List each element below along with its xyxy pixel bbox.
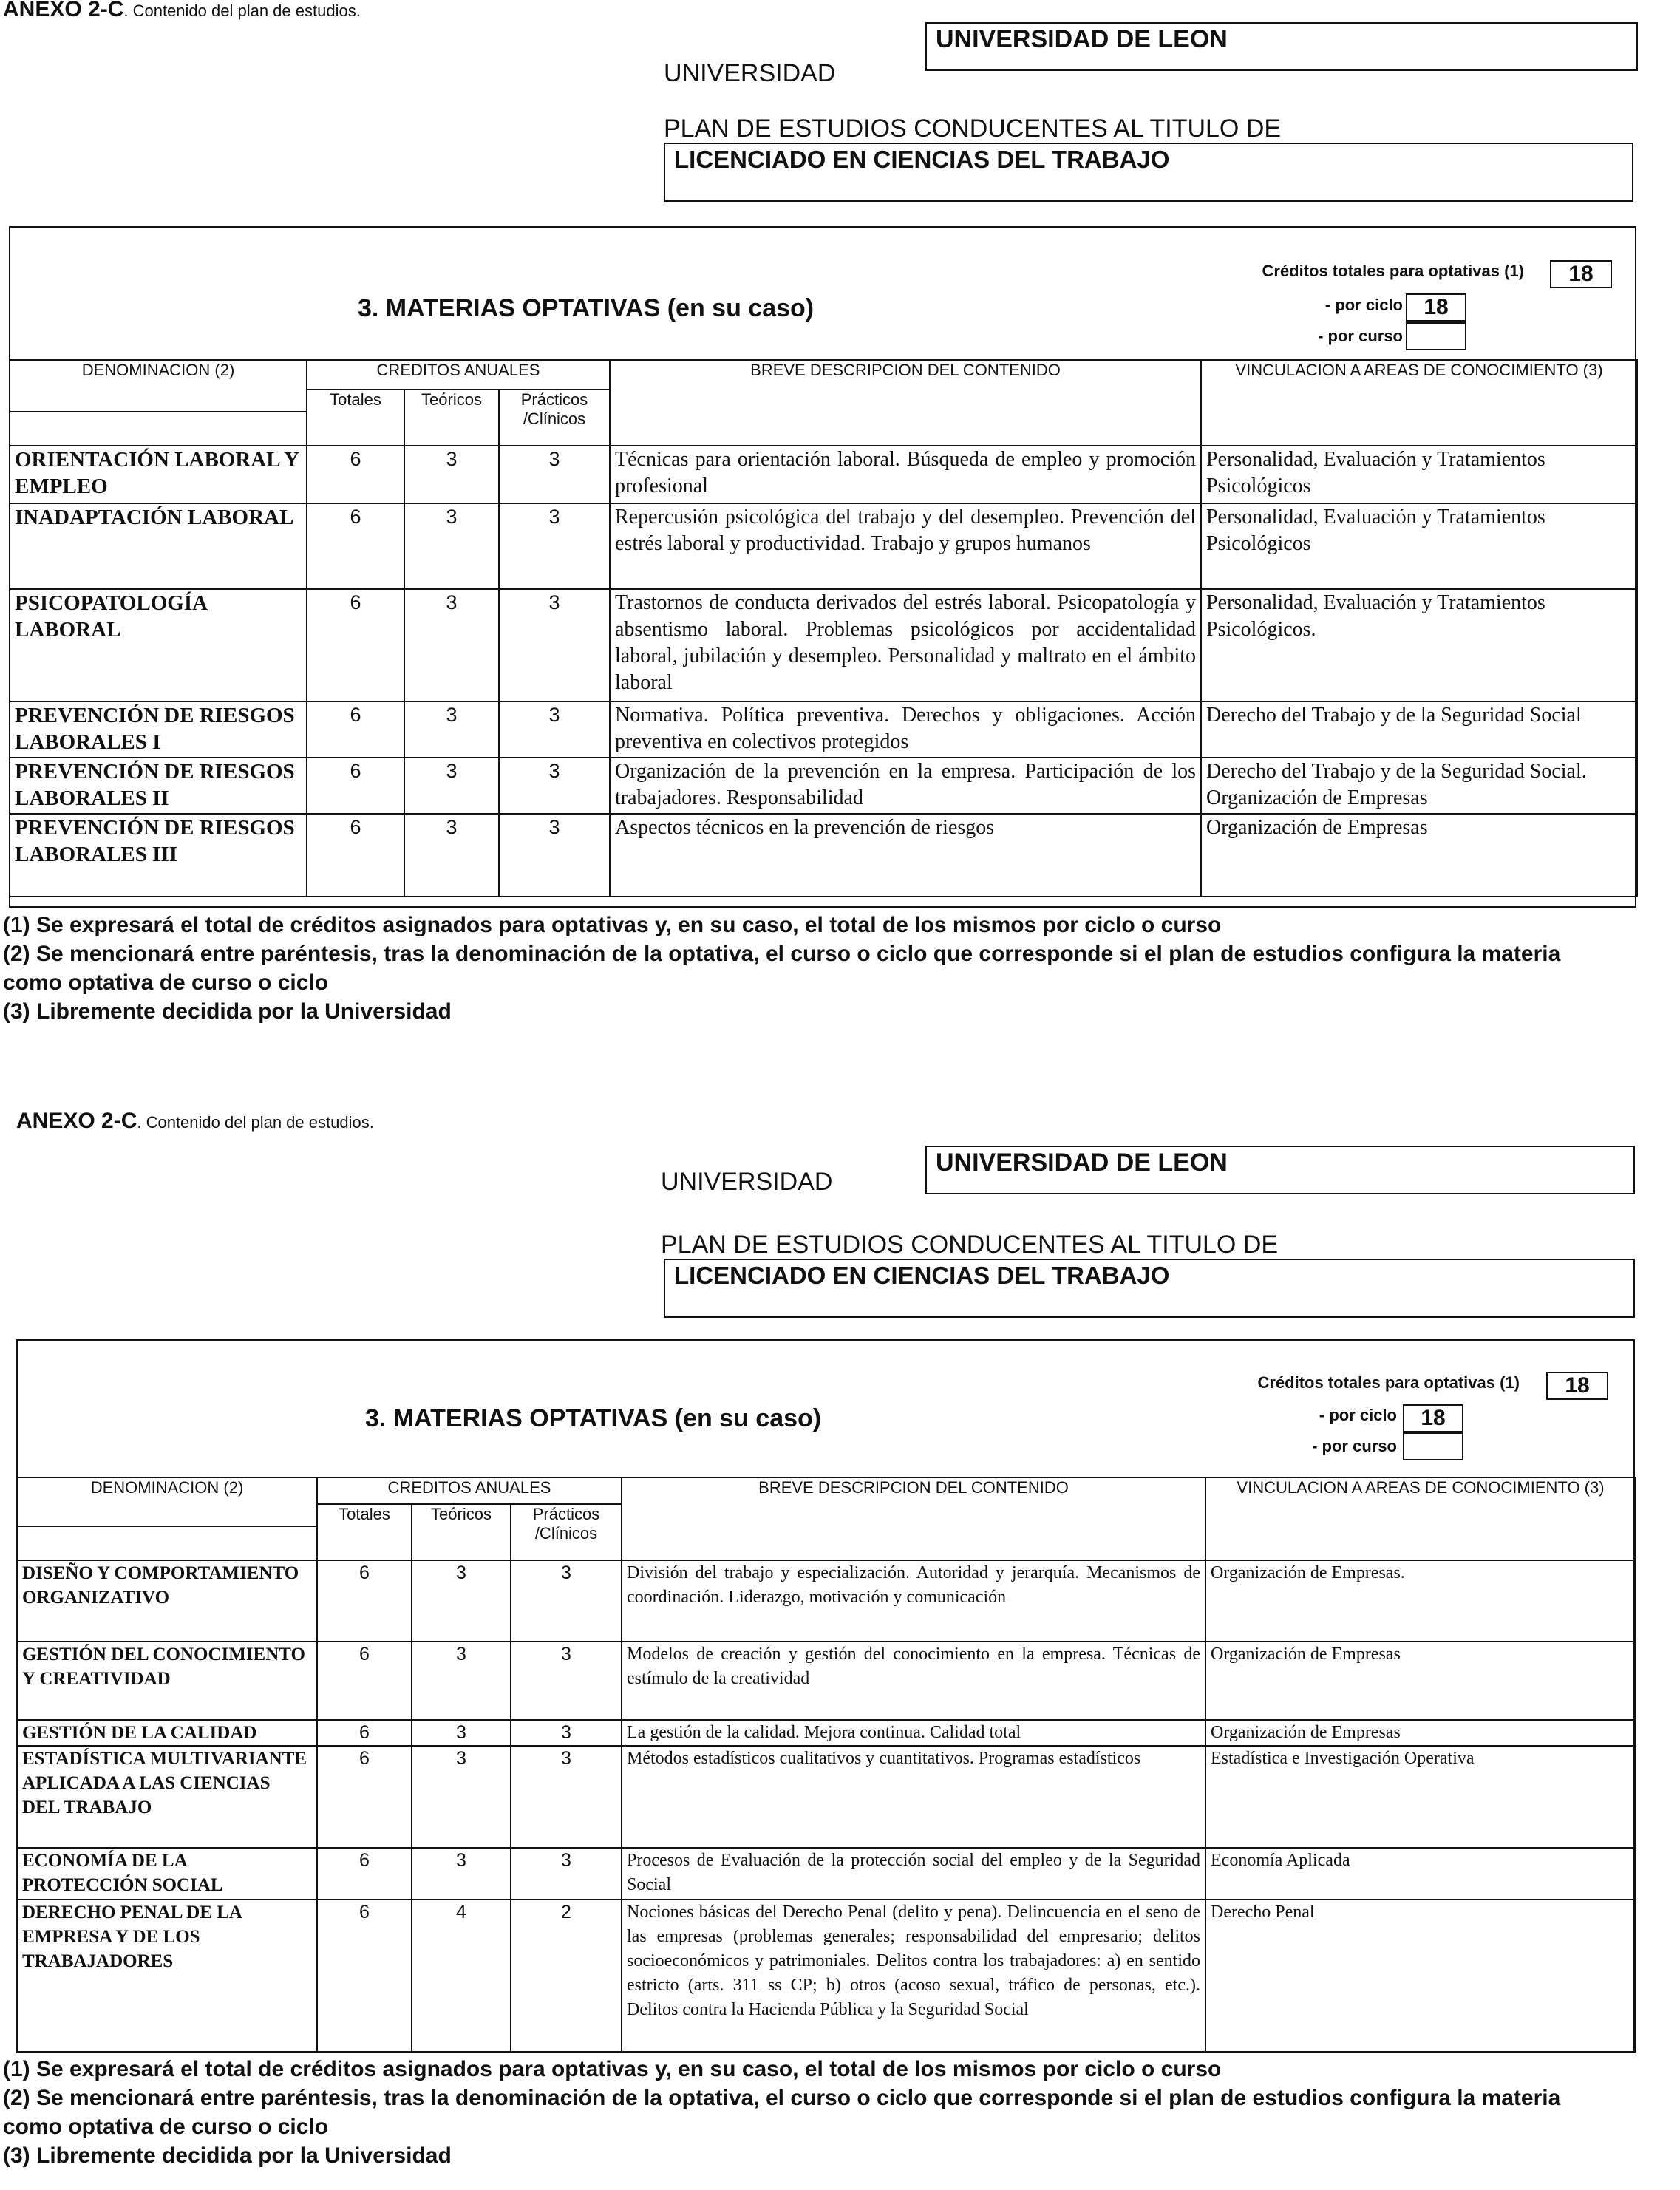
credits-practice: 3 (499, 446, 610, 503)
subject-description: Normativa. Política preventiva. Derechos y obligaciones. Acción preventiva en colectivos protegidos (610, 701, 1201, 758)
table-row (10, 446, 1637, 503)
credits-practice: 3 (511, 1560, 622, 1642)
degree-title-box: LICENCIADO EN CIENCIAS DEL TRABAJO (664, 143, 1633, 202)
subject-description: Trastornos de conducta derivados del estrés laboral. Psicopatología y absentismo laboral. Problemas psicológicos por accidentalidad laboral, jubilación y desempleo. Personalidad y maltrato en el ámbito laboral (610, 589, 1201, 701)
footnote: (3) Libremente decidida por la Universidad (3, 999, 452, 1024)
subject-name: PREVENCIÓN DE RIESGOS LABORALES II (10, 758, 307, 814)
subject-name: PREVENCIÓN DE RIESGOS LABORALES III (10, 814, 307, 897)
header-teoricos: Teóricos (404, 390, 499, 446)
per-cycle-value: 18 (1403, 1404, 1463, 1432)
footnote: (2) Se mencionará entre paréntesis, tras la denominación de la optativa, el curso o ciclo que corresponde si el plan de estudios configura la materia (3, 942, 1561, 966)
credits-practice: 3 (511, 1848, 622, 1900)
subject-area: Economía Aplicada (1205, 1848, 1636, 1900)
credits-total: 6 (307, 814, 404, 897)
subject-area: Organización de Empresas (1205, 1642, 1636, 1720)
per-course-label: - por curso (1312, 1437, 1397, 1455)
credits-practice: 3 (511, 1720, 622, 1746)
credits-practice: 3 (511, 1642, 622, 1720)
credits-theory: 3 (412, 1746, 511, 1848)
footnote: (1) Se expresará el total de créditos asignados para optativas y, en su caso, el total de los mismos por ciclo o curso (3, 2057, 1222, 2081)
footnote: (3) Libremente decidida por la Universidad (3, 2143, 452, 2168)
plan-label: PLAN DE ESTUDIOS CONDUCENTES AL TITULO DE (661, 1231, 1279, 1259)
header-creditos: CREDITOS ANUALES (317, 1477, 622, 1504)
per-course-label: - por curso (1318, 327, 1403, 345)
annex-heading: ANEXO 2-C. Contenido del plan de estudios. (16, 1109, 374, 1133)
table-row (17, 1560, 1636, 1642)
table-row (17, 1642, 1636, 1720)
header-vinculacion: VINCULACION A AREAS DE CONOCIMIENTO (3) (1201, 360, 1637, 446)
header-vinculacion: VINCULACION A AREAS DE CONOCIMIENTO (3) (1205, 1477, 1636, 1560)
credits-theory: 4 (412, 1900, 511, 2052)
university-label: UNIVERSIDAD (661, 1168, 833, 1196)
header-denominacion: DENOMINACION (2) (10, 360, 307, 412)
footnote: como optativa de curso o ciclo (3, 970, 329, 995)
subject-name: GESTIÓN DE LA CALIDAD (17, 1720, 317, 1746)
credits-total-label: Créditos totales para optativas (1) (1257, 1373, 1520, 1392)
subject-description: La gestión de la calidad. Mejora continua. Calidad total (622, 1720, 1205, 1746)
credits-practice: 3 (499, 503, 610, 589)
credits-theory: 3 (404, 758, 499, 814)
credits-theory: 3 (412, 1560, 511, 1642)
per-cycle-label: - por ciclo (1324, 296, 1403, 314)
header-denominacion: DENOMINACION (2) (17, 1477, 317, 1526)
credits-total: 6 (317, 1900, 412, 2052)
subject-area: Personalidad, Evaluación y Tratamientos Psicológicos (1201, 503, 1637, 589)
header-descripcion: BREVE DESCRIPCION DEL CONTENIDO (610, 360, 1201, 446)
subject-name: DISEÑO Y COMPORTAMIENTO ORGANIZATIVO (17, 1560, 317, 1642)
subject-area: Personalidad, Evaluación y Tratamientos Psicológicos (1201, 446, 1637, 503)
subject-name: PREVENCIÓN DE RIESGOS LABORALES I (10, 701, 307, 758)
credits-theory: 3 (404, 814, 499, 897)
credits-theory: 3 (404, 446, 499, 503)
credits-total: 6 (317, 1642, 412, 1720)
table-row (17, 1720, 1636, 1746)
per-cycle-label: - por ciclo (1319, 1406, 1397, 1424)
credits-total-label: Créditos totales para optativas (1) (1262, 262, 1524, 280)
credits-total: 6 (317, 1746, 412, 1848)
credits-practice: 3 (499, 589, 610, 701)
credits-total: 6 (307, 503, 404, 589)
per-cycle-value: 18 (1406, 293, 1466, 322)
footnote: (1) Se expresará el total de créditos asignados para optativas y, en su caso, el total de los mismos por ciclo o curso (3, 913, 1222, 937)
footnotes (3, 911, 1677, 1026)
credits-total: 6 (307, 758, 404, 814)
table-row (17, 1746, 1636, 1848)
subject-name: ESTADÍSTICA MULTIVARIANTE APLICADA A LAS CIENCIAS DEL TRABAJO (17, 1746, 317, 1848)
subject-area: Derecho del Trabajo y de la Seguridad Social. Organización de Empresas (1201, 758, 1637, 814)
subject-name: ECONOMÍA DE LA PROTECCIÓN SOCIAL (17, 1848, 317, 1900)
subject-name: PSICOPATOLOGÍA LABORAL (10, 589, 307, 701)
optativas-table (9, 359, 1638, 897)
subject-area: Derecho Penal (1205, 1900, 1636, 2052)
subject-name: GESTIÓN DEL CONOCIMIENTO Y CREATIVIDAD (17, 1642, 317, 1720)
subject-name: DERECHO PENAL DE LA EMPRESA Y DE LOS TRABAJADORES (17, 1900, 317, 2052)
credits-theory: 3 (412, 1642, 511, 1720)
credits-total: 6 (307, 589, 404, 701)
subject-description: Métodos estadísticos cualitativos y cuantitativos. Programas estadísticos (622, 1746, 1205, 1848)
header-practicos: Prácticos /Clínicos (499, 390, 610, 446)
subject-description: Nociones básicas del Derecho Penal (delito y pena). Delincuencia en el seno de las empresas (problemas generales; responsabilidad del empresario; delitos socioeconómicos y patrimoniales. Delitos contra los trabajadores: a) en sentido estricto (arts. 311 ss CP; b) otros (acoso sexual, tráfico de personas, etc.). Delitos contra la Hacienda Pública y la Seguridad Social (622, 1900, 1205, 2052)
credits-theory: 3 (404, 503, 499, 589)
university-name-box: UNIVERSIDAD DE LEON (925, 22, 1638, 71)
subject-name: ORIENTACIÓN LABORAL Y EMPLEO (10, 446, 307, 503)
credits-practice: 2 (511, 1900, 622, 2052)
table-row (17, 1848, 1636, 1900)
subject-area: Organización de Empresas. (1205, 1560, 1636, 1642)
credits-theory: 3 (404, 589, 499, 701)
subject-area: Organización de Empresas (1205, 1720, 1636, 1746)
table-row (10, 503, 1637, 589)
subject-description: Organización de la prevención en la empresa. Participación de los trabajadores. Responsabilidad (610, 758, 1201, 814)
table-row (10, 589, 1637, 701)
header-teoricos: Teóricos (412, 1504, 511, 1560)
subject-description: Aspectos técnicos en la prevención de riesgos (610, 814, 1201, 897)
header-totales: Totales (317, 1504, 412, 1560)
credits-practice: 3 (499, 701, 610, 758)
credits-practice: 3 (499, 758, 610, 814)
header-spacer (10, 412, 307, 446)
section-title: 3. MATERIAS OPTATIVAS (en su caso) (365, 1404, 822, 1432)
table-row (17, 1900, 1636, 2052)
subject-area: Organización de Empresas (1201, 814, 1637, 897)
table-row (10, 814, 1637, 897)
header-spacer (17, 1526, 317, 1560)
university-label: UNIVERSIDAD (664, 59, 836, 87)
subject-description: Modelos de creación y gestión del conocimiento en la empresa. Técnicas de estímulo de la creatividad (622, 1642, 1205, 1720)
subject-description: Técnicas para orientación laboral. Búsqueda de empleo y promoción profesional (610, 446, 1201, 503)
subject-area: Personalidad, Evaluación y Tratamientos Psicológicos. (1201, 589, 1637, 701)
annex-heading: ANEXO 2-C. Contenido del plan de estudios. (3, 0, 361, 21)
credits-total-value: 18 (1546, 1372, 1608, 1400)
optativas-table (16, 1477, 1636, 2053)
table-row (10, 701, 1637, 758)
credits-total: 6 (307, 701, 404, 758)
subject-description: Procesos de Evaluación de la protección social del empleo y de la Seguridad Social (622, 1848, 1205, 1900)
credits-practice: 3 (499, 814, 610, 897)
plan-label: PLAN DE ESTUDIOS CONDUCENTES AL TITULO DE (664, 115, 1282, 143)
header-practicos: Prácticos /Clínicos (511, 1504, 622, 1560)
header-descripcion: BREVE DESCRIPCION DEL CONTENIDO (622, 1477, 1205, 1560)
section-title: 3. MATERIAS OPTATIVAS (en su caso) (358, 294, 815, 322)
footnotes (3, 2055, 1677, 2170)
subject-description: Repercusión psicológica del trabajo y del desempleo. Prevención del estrés laboral y productividad. Trabajo y grupos humanos (610, 503, 1201, 589)
footnote: como optativa de curso o ciclo (3, 2115, 329, 2139)
credits-total: 6 (307, 446, 404, 503)
credits-theory: 3 (412, 1720, 511, 1746)
footnote: (2) Se mencionará entre paréntesis, tras la denominación de la optativa, el curso o ciclo que corresponde si el plan de estudios configura la materia (3, 2086, 1561, 2110)
table-row (10, 758, 1637, 814)
credits-total-value: 18 (1550, 260, 1612, 288)
header-totales: Totales (307, 390, 404, 446)
document-page-2 (0, 1109, 1680, 2190)
subject-area: Estadística e Investigación Operativa (1205, 1746, 1636, 1848)
subject-area: Derecho del Trabajo y de la Seguridad Social (1201, 701, 1637, 758)
credits-theory: 3 (412, 1848, 511, 1900)
per-course-value (1403, 1432, 1463, 1460)
subject-name: INADAPTACIÓN LABORAL (10, 503, 307, 589)
credits-practice: 3 (511, 1746, 622, 1848)
per-course-value (1406, 322, 1466, 350)
subject-description: División del trabajo y especialización. Autoridad y jerarquía. Mecanismos de coordinación. Liderazgo, motivación y comunicación (622, 1560, 1205, 1642)
credits-total: 6 (317, 1560, 412, 1642)
university-name-box: UNIVERSIDAD DE LEON (925, 1146, 1635, 1194)
credits-total: 6 (317, 1720, 412, 1746)
document-page-1 (0, 0, 1680, 1057)
credits-total: 6 (317, 1848, 412, 1900)
credits-theory: 3 (404, 701, 499, 758)
degree-title-box: LICENCIADO EN CIENCIAS DEL TRABAJO (664, 1259, 1635, 1318)
header-creditos: CREDITOS ANUALES (307, 360, 610, 390)
